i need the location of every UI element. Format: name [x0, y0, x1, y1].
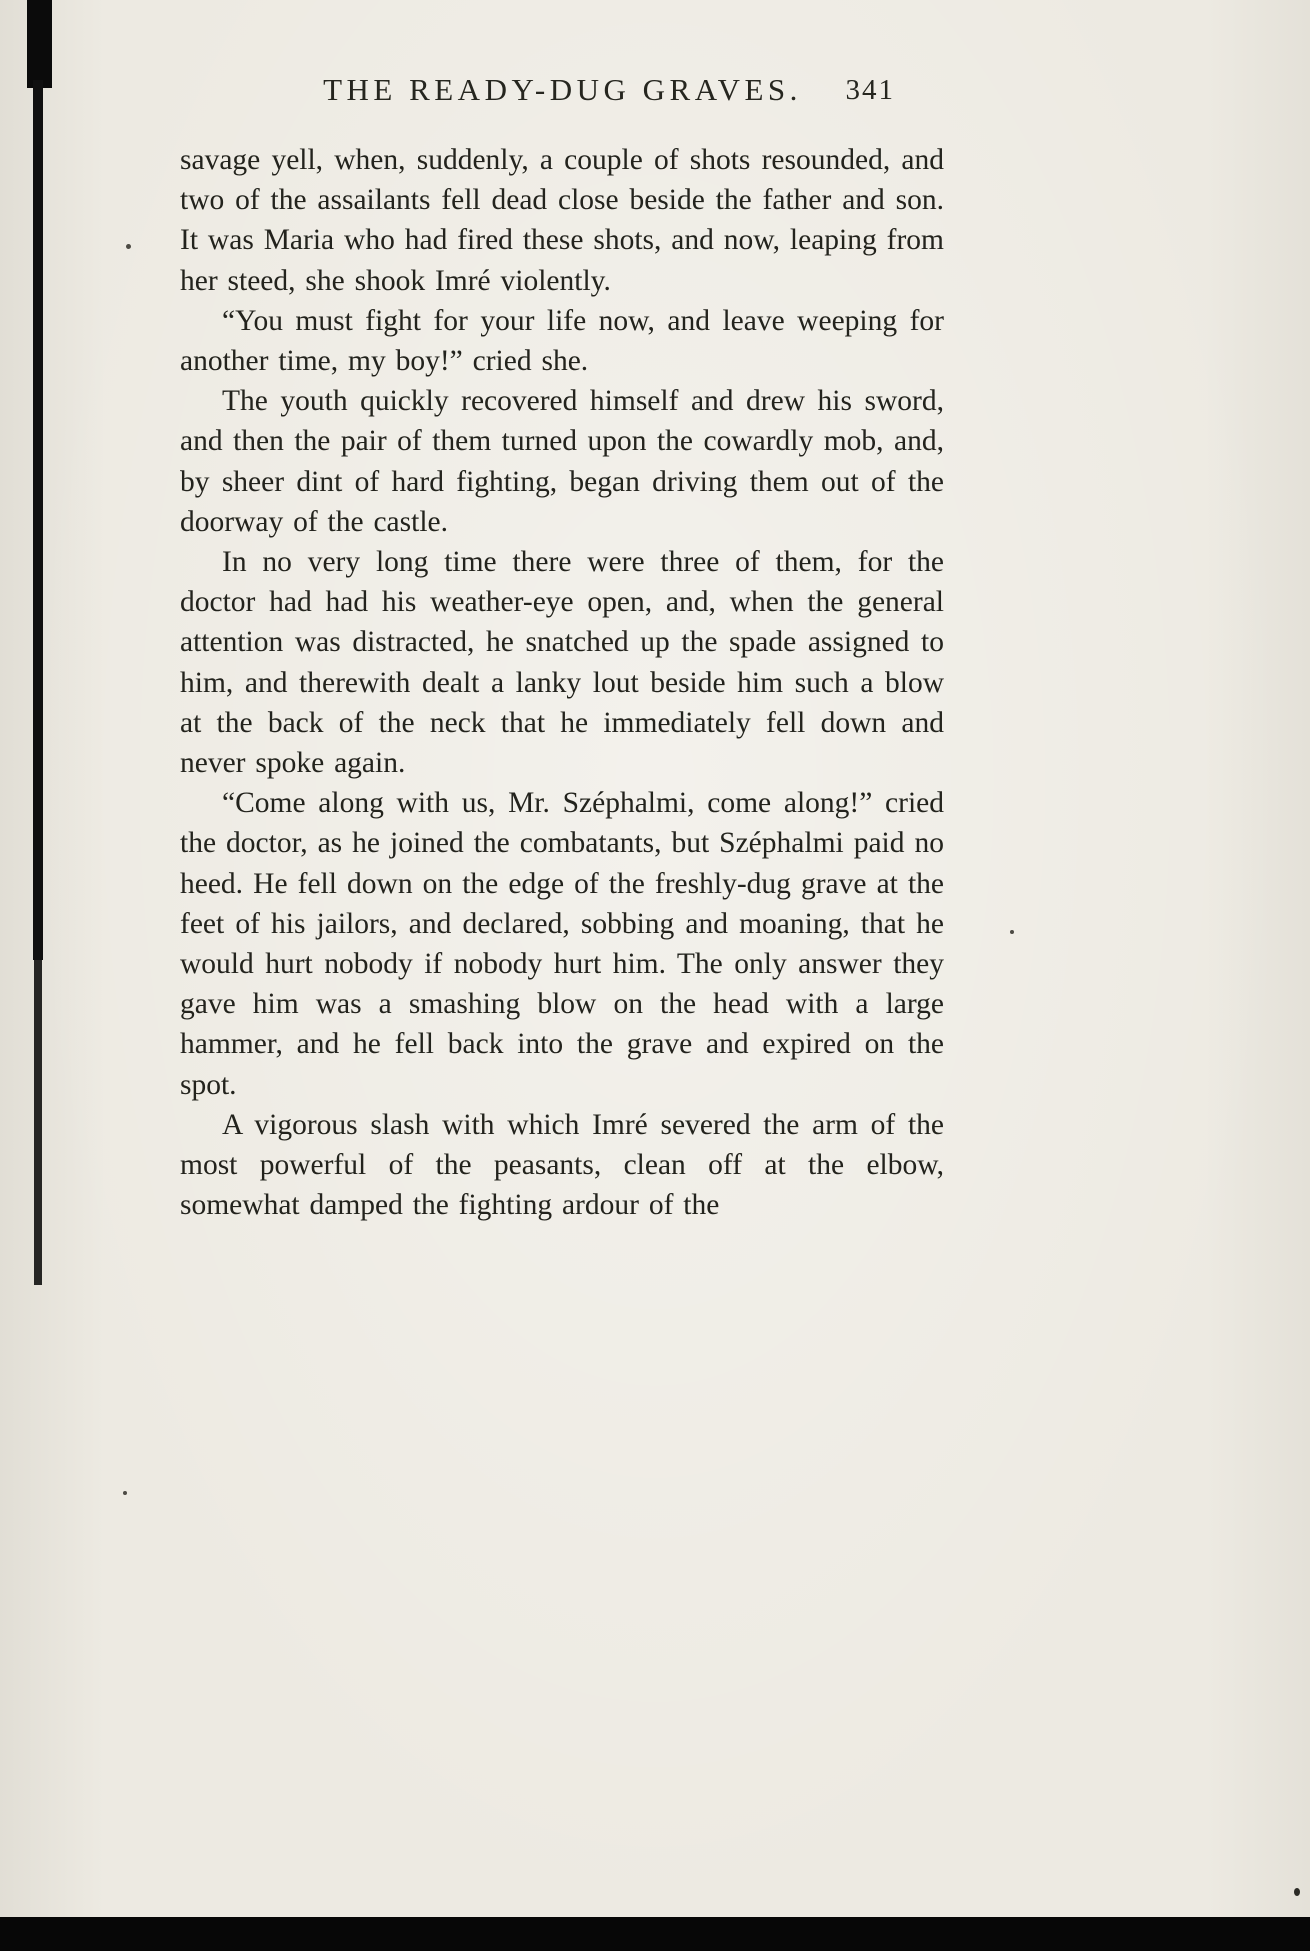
scan-artifact-corner — [27, 0, 52, 88]
scan-speck — [123, 1491, 127, 1495]
paragraph: savage yell, when, suddenly, a couple of shots resounded, and two of the assailants fell dead close beside the father and son. It was Maria who had fired these shots, and now, leaping from her steed, she shook Imré violently. — [180, 144, 944, 297]
scan-artifact-left-bar-faint — [34, 960, 42, 1285]
paragraph: A vigorous slash with which Imré severed the arm of the most powerful of the peasants, clean off at the elbow, somewhat damped the fighting ardour of the — [180, 1108, 944, 1222]
scan-speck — [126, 244, 131, 249]
paragraph: The youth quickly recovered himself and drew his sword, and then the pair of them turned upon the cowardly mob, and, by sheer dint of hard fighting, began driving them out of the doorway of the castle. — [180, 385, 944, 538]
paragraph: In no very long time there were three of them, for the doctor had had his weather-eye open, and, when the general attention was distracted, he snatched up the spade assigned to him, and therewith dealt a lanky lout beside him such a blow at the back of the neck that he immediately fell down and never spoke again. — [180, 546, 944, 780]
paragraph: “Come along with us, Mr. Széphalmi, come along!” cried the doctor, as he joined the combatants, but Széphalmi paid no heed. He fell down on the edge of the freshly-dug grave at the feet of his jailors, and declared, sobbing and moaning, that he would hurt nobody if nobody hurt him. The only answer they gave him was a smashing blow on the head with a large hammer, and he fell back into the grave and expired on the spot. — [180, 787, 944, 1101]
scan-artifact-bottom-bar — [0, 1917, 1310, 1951]
scan-artifact-left-bar — [33, 80, 43, 960]
scan-speck — [1010, 930, 1014, 934]
running-header — [180, 72, 945, 112]
page-number: 341 — [845, 74, 895, 106]
running-header-title: THE READY-DUG GRAVES. — [323, 72, 802, 107]
scan-speck — [1294, 1888, 1300, 1896]
paragraph: “You must fight for your life now, and leave weeping for another time, my boy!” cried she. — [180, 304, 944, 378]
page-text-block — [180, 140, 944, 1225]
